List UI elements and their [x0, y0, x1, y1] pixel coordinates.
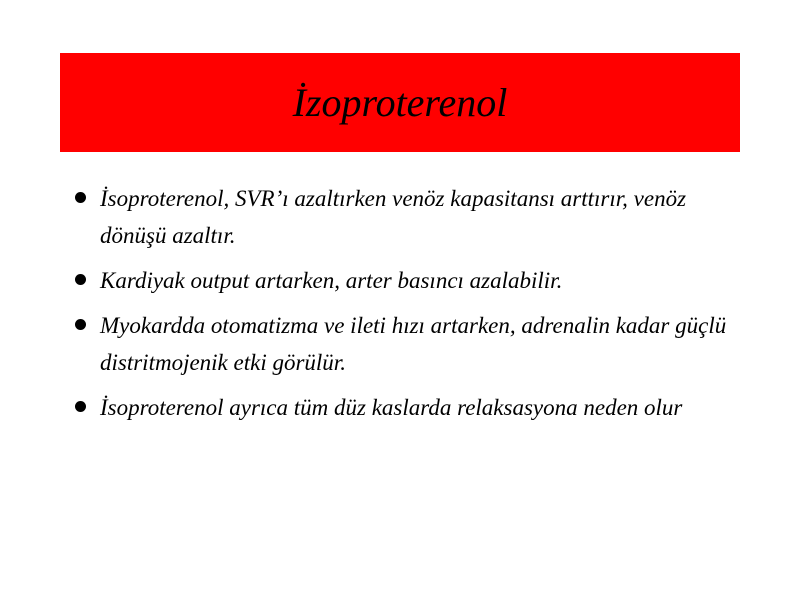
bullet-dot-icon [75, 192, 86, 203]
bullet-item [72, 180, 747, 254]
bullet-text: İsoproterenol, SVR’ı azaltırken venöz kapasitansı arttırır, venöz dönüşü azaltır. [100, 186, 687, 248]
bullet-item [72, 307, 747, 381]
bullet-text: Kardiyak output artarken, arter basıncı azalabilir. [100, 268, 563, 293]
bullet-text: Myokardda otomatizma ve ileti hızı artarken, adrenalin kadar güçlü distritmojenik etki görülür. [100, 313, 727, 375]
bullet-dot-icon [75, 401, 86, 412]
bullet-list [72, 180, 747, 436]
bullet-item [72, 262, 747, 299]
slide-title: İzoproterenol [292, 79, 508, 125]
title-bar [60, 53, 740, 152]
bullet-text: İsoproterenol ayrıca tüm düz kaslarda relaksasyona neden olur [100, 395, 683, 420]
bullet-dot-icon [75, 319, 86, 330]
bullet-item [72, 389, 747, 426]
bullet-dot-icon [75, 274, 86, 285]
